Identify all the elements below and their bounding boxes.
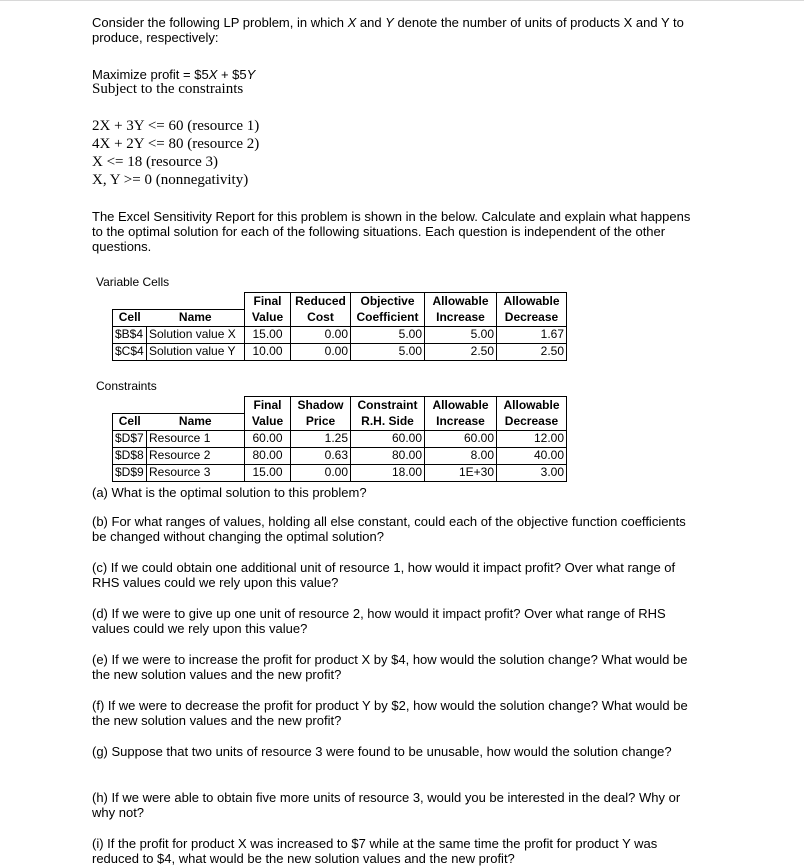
question-h — [92, 790, 752, 820]
table-cell: 1.25 — [291, 430, 351, 447]
header-cell: Coefficient — [351, 309, 425, 326]
intro-var-y: Y — [385, 15, 394, 30]
question-line: (c) If we could obtain one additional unit of resource 1, how would it impact profit? Over what range of — [92, 560, 676, 575]
question-line: (e) If we were to increase the profit for product X by $4, how would the solution change? What would be — [92, 652, 688, 667]
header-cell: Decrease — [497, 309, 567, 326]
table-row — [113, 447, 567, 464]
header-cell: Cell — [113, 309, 147, 326]
intro-text-b: and — [356, 15, 386, 30]
header-cell: Allowable — [425, 293, 497, 310]
table-cell: 60.00 — [425, 430, 497, 447]
header-cell — [147, 293, 245, 310]
header-cell: Allowable — [425, 397, 497, 414]
header-cell: Name — [147, 309, 245, 326]
table-row — [113, 464, 567, 481]
header-cell: Final — [245, 293, 291, 310]
intro-text-c: denote the number of units of products X and Y to — [393, 15, 684, 30]
header-cell: Constraint — [351, 397, 425, 414]
header-cell: Cost — [291, 309, 351, 326]
table-header-row — [113, 413, 567, 430]
header-cell — [113, 293, 147, 310]
objective-text-b: + $5 — [217, 67, 247, 82]
header-cell: Value — [245, 309, 291, 326]
objective-var-x: X — [208, 67, 218, 82]
header-cell: Allowable — [497, 293, 567, 310]
constraint-line-4: X, Y >= 0 (nonnegativity) — [92, 172, 249, 188]
table-cell: 5.00 — [351, 326, 425, 343]
table-header-row — [113, 293, 567, 310]
variable-cells-title: Variable Cells — [96, 275, 170, 289]
table-cell: 18.00 — [351, 464, 425, 481]
table-row — [113, 430, 567, 447]
excel-note-line: The Excel Sensitivity Report for this problem is shown in the below. Calculate and explain what happens — [92, 209, 691, 224]
table-cell: Resource 1 — [147, 430, 245, 447]
question-d — [92, 606, 752, 636]
question-line: why not? — [92, 805, 145, 820]
question-i — [92, 836, 752, 866]
table-cell: 0.00 — [291, 326, 351, 343]
question-b — [92, 514, 752, 544]
table-cell: 15.00 — [245, 326, 291, 343]
header-cell: Reduced — [291, 293, 351, 310]
header-cell: Allowable — [497, 397, 567, 414]
question-line: the new solution values and the new profit? — [92, 713, 342, 728]
question-line: reduced to $4, what would be the new solution values and the new profit? — [92, 851, 515, 866]
table-row — [113, 326, 567, 343]
objective-var-y: Y — [246, 67, 256, 82]
header-cell: Increase — [425, 309, 497, 326]
header-cell: Increase — [425, 413, 497, 430]
objective-function — [92, 67, 255, 82]
intro-text-line2: produce, respectively: — [92, 30, 219, 45]
table-header-row — [113, 309, 567, 326]
table-cell: 10.00 — [245, 343, 291, 360]
question-a: (a) What is the optimal solution to this problem? — [92, 485, 367, 500]
table-cell: 1E+30 — [425, 464, 497, 481]
header-cell — [147, 397, 245, 414]
intro-var-x: X — [347, 15, 357, 30]
excel-note-line: to the optimal solution for each of the following situations. Each question is independent of the other — [92, 224, 666, 239]
question-line: (d) If we were to give up one unit of resource 2, how would it impact profit? Over what range of RHS — [92, 606, 666, 621]
header-cell — [113, 397, 147, 414]
table-cell: 2.50 — [425, 343, 497, 360]
table-cell: $D$8 — [113, 447, 147, 464]
table-cell: Resource 3 — [147, 464, 245, 481]
header-cell: R.H. Side — [351, 413, 425, 430]
subject-to-line: Subject to the constraints — [92, 81, 244, 97]
header-cell: Objective — [351, 293, 425, 310]
table-cell: 0.00 — [291, 464, 351, 481]
table-cell: 0.00 — [291, 343, 351, 360]
question-line: be changed without changing the optimal solution? — [92, 529, 384, 544]
table-cell: 80.00 — [351, 447, 425, 464]
question-line: (f) If we were to decrease the profit for product Y by $2, how would the solution change? What would be — [92, 698, 688, 713]
table-cell: 40.00 — [497, 447, 567, 464]
table-cell: 0.63 — [291, 447, 351, 464]
table-cell: 60.00 — [245, 430, 291, 447]
table-cell: 15.00 — [245, 464, 291, 481]
header-cell: Shadow — [291, 397, 351, 414]
constraints-title: Constraints — [96, 379, 157, 393]
table-cell: 8.00 — [425, 447, 497, 464]
question-line: RHS values could we rely upon this value? — [92, 575, 339, 590]
excel-note — [92, 209, 732, 254]
table-header-row — [113, 397, 567, 414]
table-cell: $D$9 — [113, 464, 147, 481]
constraint-line-1: 2X + 3Y <= 60 (resource 1) — [92, 118, 260, 134]
table-cell: $C$4 — [113, 343, 147, 360]
page-top-border — [0, 0, 804, 1]
table-cell: Solution value Y — [147, 343, 245, 360]
constraints-table — [112, 396, 567, 482]
intro-paragraph — [92, 15, 712, 45]
question-line: (i) If the profit for product X was increased to $7 while at the same time the profit for product Y was — [92, 836, 658, 851]
constraint-line-3: X <= 18 (resource 3) — [92, 154, 219, 170]
question-line: (b) For what ranges of values, holding all else constant, could each of the objective function coefficients — [92, 514, 686, 529]
question-f — [92, 698, 752, 728]
question-line: the new solution values and the new profit? — [92, 667, 342, 682]
table-cell: Solution value X — [147, 326, 245, 343]
table-cell: 5.00 — [425, 326, 497, 343]
header-cell: Name — [147, 413, 245, 430]
question-g: (g) Suppose that two units of resource 3 were found to be unusable, how would the solution change? — [92, 744, 672, 759]
question-line: values could we rely upon this value? — [92, 621, 308, 636]
question-line: (h) If we were able to obtain five more units of resource 3, would you be interested in the deal? Why or — [92, 790, 681, 805]
table-cell: Resource 2 — [147, 447, 245, 464]
variable-cells-table — [112, 292, 567, 361]
table-cell: $B$4 — [113, 326, 147, 343]
table-cell: 60.00 — [351, 430, 425, 447]
intro-text-a: Consider the following LP problem, in which — [92, 15, 348, 30]
table-cell: $D$7 — [113, 430, 147, 447]
table-cell: 2.50 — [497, 343, 567, 360]
header-cell: Value — [245, 413, 291, 430]
excel-note-line: questions. — [92, 239, 152, 254]
header-cell: Cell — [113, 413, 147, 430]
table-cell: 5.00 — [351, 343, 425, 360]
table-cell: 80.00 — [245, 447, 291, 464]
table-cell: 3.00 — [497, 464, 567, 481]
question-c — [92, 560, 752, 590]
question-e — [92, 652, 752, 682]
header-cell: Price — [291, 413, 351, 430]
header-cell: Decrease — [497, 413, 567, 430]
table-cell: 1.67 — [497, 326, 567, 343]
table-cell: 12.00 — [497, 430, 567, 447]
objective-text-a: Maximize profit = $5 — [92, 67, 209, 82]
header-cell: Final — [245, 397, 291, 414]
constraint-line-2: 4X + 2Y <= 80 (resource 2) — [92, 136, 260, 152]
table-row — [113, 343, 567, 360]
